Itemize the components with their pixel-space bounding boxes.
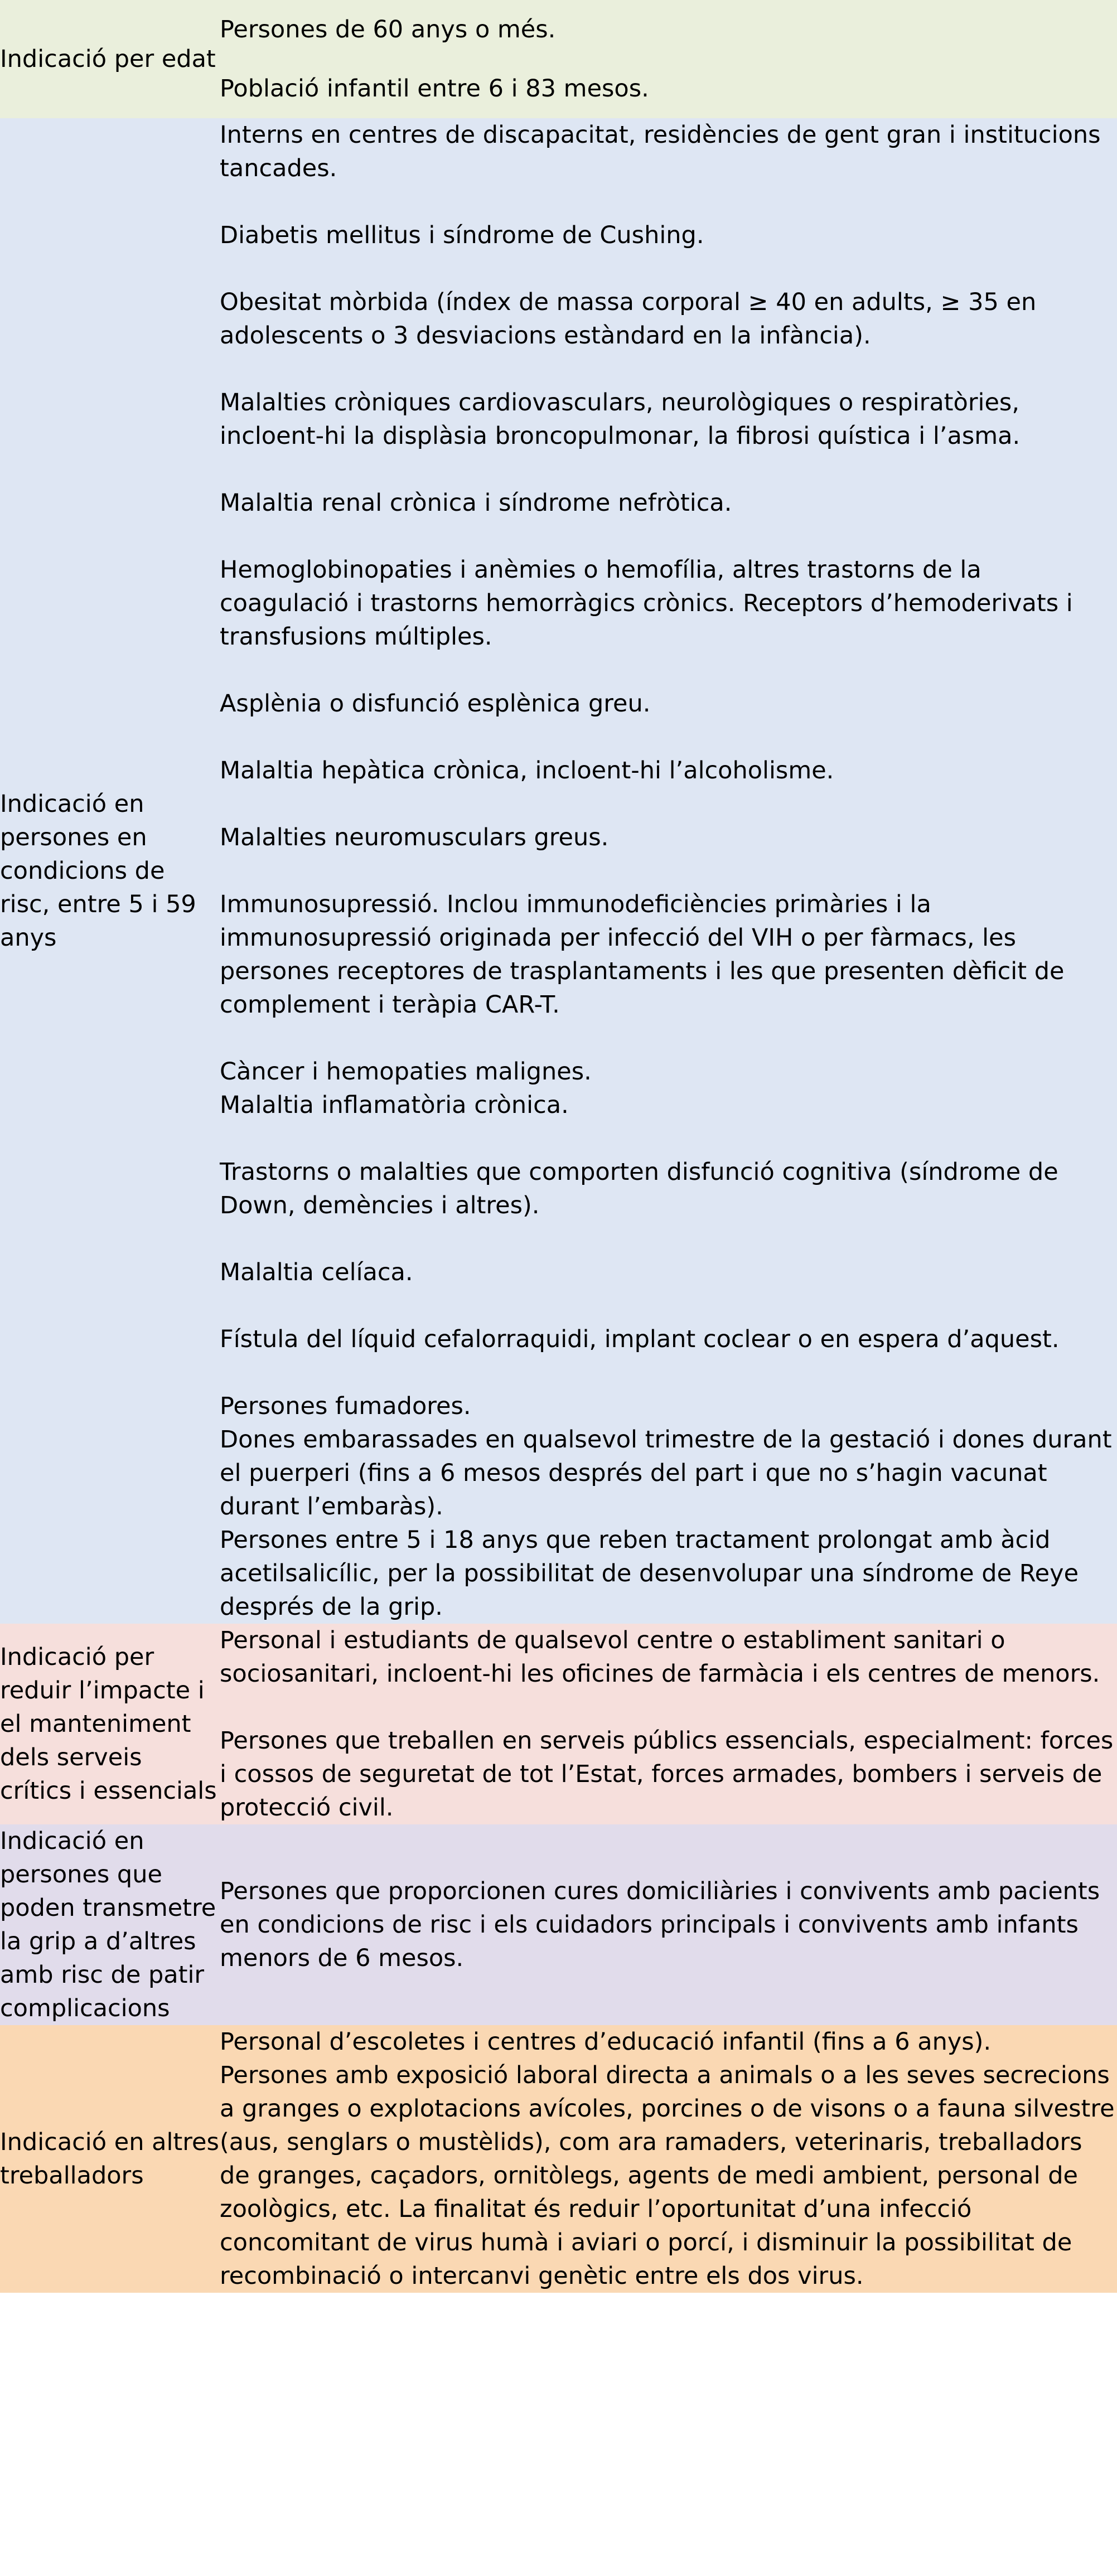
paragraph: Malaltia hepàtica crònica, incloent-hi l’alcoholisme. — [220, 757, 834, 785]
paragraph: Dones embarassades en qualsevol trimestre de la gestació i dones durant el puerperi (fins a 6 mesos després del part i que no s’hagin vacunat durant l’embaràs). — [220, 1426, 1112, 1521]
paragraph: Població infantil entre 6 i 83 mesos. — [220, 74, 649, 103]
row-header-age-label: Indicació per edat — [0, 45, 216, 73]
paragraph: Persones de 60 anys o més. — [220, 15, 556, 43]
row-header-other-workers-label: Indicació en altres treballadors — [0, 2128, 219, 2190]
table-row-transmitters — [0, 1824, 1117, 2025]
paragraph: Immunosupressió. Inclou immunodeficiències primàries i la immunosupressió originada per infecció del VIH o per fàrmacs, les persones receptores de trasplantaments i les que presenten dèficit de complement i teràpia CAR-T. — [220, 890, 1065, 1019]
paragraph: Obesitat mòrbida (índex de massa corporal ≥ 40 en adults, ≥ 35 en adolescents o 3 desviacions estàndard en la infància). — [220, 288, 1037, 350]
paragraph: Persones que treballen en serveis públics essencials, especialment: forces i cossos de seguretat de tot l’Estat, forces armades, bombers i serveis de protecció civil. — [220, 1727, 1114, 1822]
row-header-risk-conditions-label: Indicació en persones en condicions de risc, entre 5 i 59 anys — [0, 790, 196, 952]
paragraph: Persones fumadores. — [220, 1392, 471, 1420]
paragraph: Personal d’escoletes i centres d’educació infantil (fins a 6 anys). — [220, 2028, 992, 2056]
row-header-other-workers — [0, 2025, 220, 2293]
paragraph: Personal i estudiants de qualsevol centre o establiment sanitari o sociosanitari, incloent-hi les oficines de farmàcia i els centres de menors. — [220, 1626, 1100, 1688]
cell-age-infants — [220, 59, 1117, 118]
cell-transmitters — [220, 1824, 1117, 2025]
cell-other-workers-schools — [220, 2025, 1117, 2059]
row-header-transmitters — [0, 1824, 220, 2025]
cell-risk-conditions-list-a — [220, 118, 1117, 1088]
table-row-critical-services — [0, 1624, 1117, 1824]
row-header-transmitters-label: Indicació en persones que poden transmetre la grip a d’altres amb risc de patir complicacions — [0, 1827, 216, 2022]
paragraph: Persones amb exposició laboral directa a animals o a les seves secrecions a granges o explotacions avícoles, porcines o de visons o a fauna silvestre (aus, senglars o mustèlids), com ara ramaders, veterinaris, treballadors de granges, caçadors, ornitòlegs, agents de medi ambient, personal de zoològics, etc. La finalitat és reduir l’oportunitat d’una infecció concomitant de virus humà i aviari o porcí, i disminuir la possibilitat de recombinació o intercanvi genètic entre els dos virus. — [220, 2061, 1115, 2290]
table-row-risk-1 — [0, 118, 1117, 1088]
row-header-critical-services — [0, 1624, 220, 1824]
row-header-risk-conditions — [0, 118, 220, 1624]
paragraph: Malalties cròniques cardiovasculars, neurològiques o respiratòries, incloent-hi la displàsia broncopulmonar, la fibrosi quística i l’asma. — [220, 389, 1021, 450]
cell-risk-conditions-list-b — [220, 1088, 1117, 1423]
cell-age-60-plus — [220, 0, 1117, 59]
paragraph: Diabetis mellitus i síndrome de Cushing. — [220, 221, 704, 249]
cell-critical-services — [220, 1624, 1117, 1824]
paragraph: Asplènia o disfunció esplènica greu. — [220, 690, 651, 718]
paragraph: Persones entre 5 i 18 anys que reben tractament prolongat amb àcid acetilsalicílic, per la possibilitat de desenvolupar una síndrome de Reye després de la grip. — [220, 1526, 1079, 1621]
paragraph: Interns en centres de discapacitat, residències de gent gran i institucions tancades. — [220, 121, 1101, 182]
paragraph: Malaltia celíaca. — [220, 1258, 413, 1286]
paragraph: Fístula del líquid cefalorraquidi, implant coclear o en espera d’aquest. — [220, 1325, 1060, 1353]
row-header-age — [0, 0, 220, 118]
paragraph: Malaltia renal crònica i síndrome nefròtica. — [220, 489, 732, 517]
cell-other-workers-animal-exposure — [220, 2059, 1117, 2293]
cell-risk-aspirin — [220, 1523, 1117, 1624]
paragraph: Malalties neuromusculars greus. — [220, 824, 609, 851]
cell-risk-pregnancy — [220, 1423, 1117, 1523]
paragraph: Càncer i hemopaties malignes. — [220, 1058, 592, 1086]
table-row-other-workers-1 — [0, 2025, 1117, 2059]
row-header-critical-services-label: Indicació per reduir l’impacte i el manteniment dels serveis crítics i essencials — [0, 1643, 217, 1805]
paragraph: Persones que proporcionen cures domiciliàries i convivents amb pacients en condicions de risc i els cuidadors principals i convivents amb infants menors de 6 mesos. — [220, 1877, 1100, 1972]
paragraph: Malaltia inflamatòria crònica. — [220, 1091, 569, 1119]
table-row-age-1 — [0, 0, 1117, 59]
paragraph: Hemoglobinopaties i anèmies o hemofília, altres trastorns de la coagulació i trastorns hemorràgics crònics. Receptors d’hemoderivats i transfusions múltiples. — [220, 556, 1073, 651]
paragraph: Trastorns o malalties que comporten disfunció cognitiva (síndrome de Down, demències i altres). — [220, 1158, 1058, 1219]
